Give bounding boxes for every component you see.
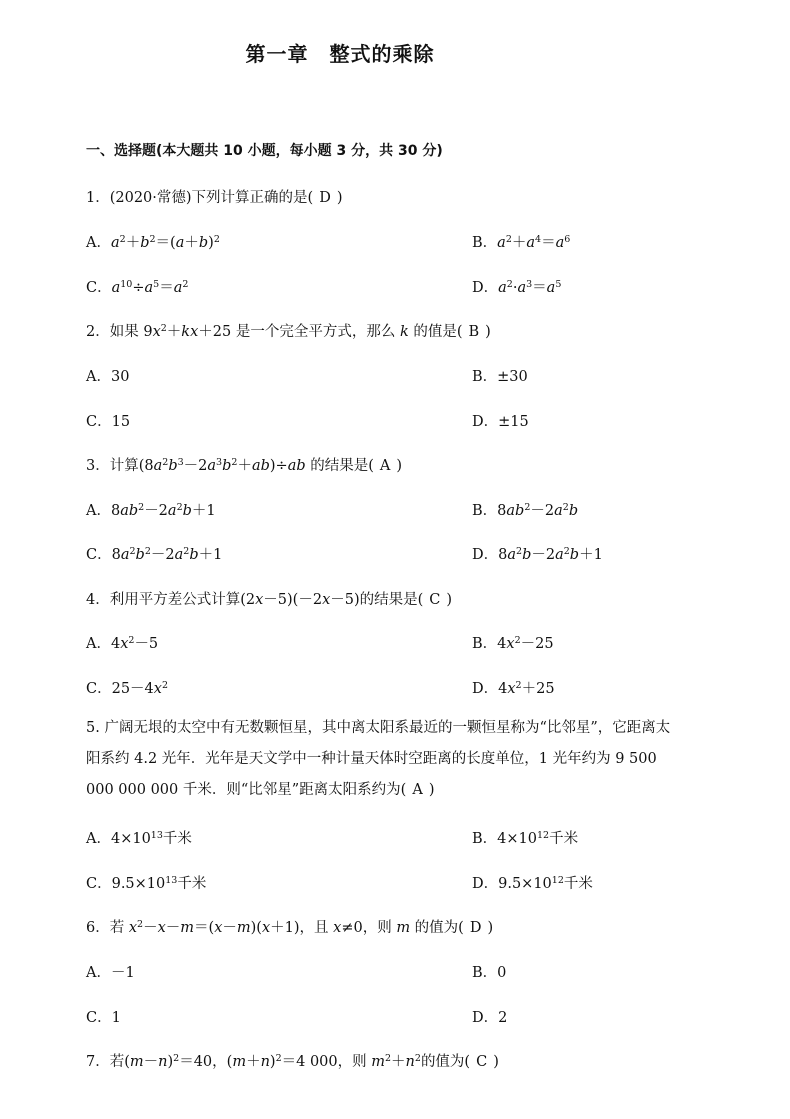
q5-option-d: D．$9.5\times 10^{12}$千米 <box>472 875 593 892</box>
q2-option-c: C．15 <box>86 414 131 430</box>
q3-option-c: C．$8a^2b^2-2a^2b+1$ <box>86 546 223 563</box>
q1-option-a: A．$a^2+b^2=(a+b)^2$ <box>86 234 220 251</box>
answer-7: C <box>476 1054 488 1070</box>
answer-6: D <box>469 920 482 936</box>
q5-line-3: 000 000 000 千米．则“比邻星”距离太阳系约为( A ) <box>86 782 435 798</box>
answer-2: B <box>468 324 480 340</box>
q6-option-d: D．2 <box>472 1010 508 1026</box>
q6-option-b: B．0 <box>472 965 507 981</box>
answer-3: A <box>379 458 391 474</box>
q3-option-d: D．$8a^2b-2a^2b+1$ <box>472 546 603 563</box>
q5-option-a: A．$4\times 10^{13}$千米 <box>86 830 192 847</box>
question-5 <box>86 713 766 806</box>
q1-option-d: D．$a^2\cdot a^3=a^5$ <box>472 279 562 296</box>
q4-option-c: C．$25-4x^2$ <box>86 680 169 697</box>
question-1: 1．(2020·常德)下列计算正确的是( D ) <box>86 190 343 206</box>
answer-5: A <box>412 782 423 798</box>
section-heading <box>86 140 443 160</box>
q3-option-b: B．$8ab^2-2a^2b$ <box>472 502 579 519</box>
q6-option-a: A．－1 <box>86 965 135 981</box>
q1-option-c: C．$a^{10}\div a^5=a^2$ <box>86 279 189 296</box>
question-4: 4．利用平方差公式计算(2x－5)(－2x－5)的结果是( C ) <box>86 592 453 608</box>
q2-option-d: D．±15 <box>472 414 529 430</box>
question-6: 6．若 $x^2-x-m=(x-m)(x+1)$，且 x≠0，则 m 的值为( D ) <box>86 919 494 936</box>
question-3: 3．计算$(8a^2b^3-2a^3b^2+ab)\div ab$ 的结果是( A ) <box>86 457 403 474</box>
q5-line-1: 5. 广阔无垠的太空中有无数颗恒星，其中离太阳系最近的一颗恒星称为“比邻星”，它距离太 <box>86 720 671 736</box>
section-heading-text: 一、选择题(本大题共 10 小题，每小题 3 分，共 30 分) <box>86 143 443 159</box>
q2-option-b: B．±30 <box>472 369 528 385</box>
q4-option-a: A．$4x^2-5$ <box>86 635 159 652</box>
page-title: 第一章 整式的乘除 <box>245 42 435 66</box>
q2-option-a: A．30 <box>86 369 130 385</box>
q5-line-2: 阳系约 4.2 光年．光年是天文学中一种计量天体时空距离的长度单位，1 光年约为 9 500 <box>86 751 657 767</box>
q5-option-b: B．$4\times 10^{12}$千米 <box>472 830 579 847</box>
question-2: 2．如果 $9x^2+kx+25$ 是一个完全平方式，那么 k 的值是( B ) <box>86 323 491 340</box>
q3-option-a: A．$8ab^2-2a^2b+1$ <box>86 502 216 519</box>
answer-4: C <box>429 592 441 608</box>
question-7: 7．若$(m-n)^2=40$，$(m+n)^2=4$ 000，则 $m^2+n^2$的值为( C ) <box>86 1053 499 1070</box>
answer-1: D <box>319 190 331 206</box>
q6-option-c: C．1 <box>86 1010 121 1026</box>
q4-option-d: D．$4x^2+25$ <box>472 680 555 697</box>
q1-option-b: B．$a^2+a^4=a^6$ <box>472 234 571 251</box>
q4-option-b: B．$4x^2-25$ <box>472 635 554 652</box>
q5-option-c: C．$9.5\times 10^{13}$千米 <box>86 875 207 892</box>
